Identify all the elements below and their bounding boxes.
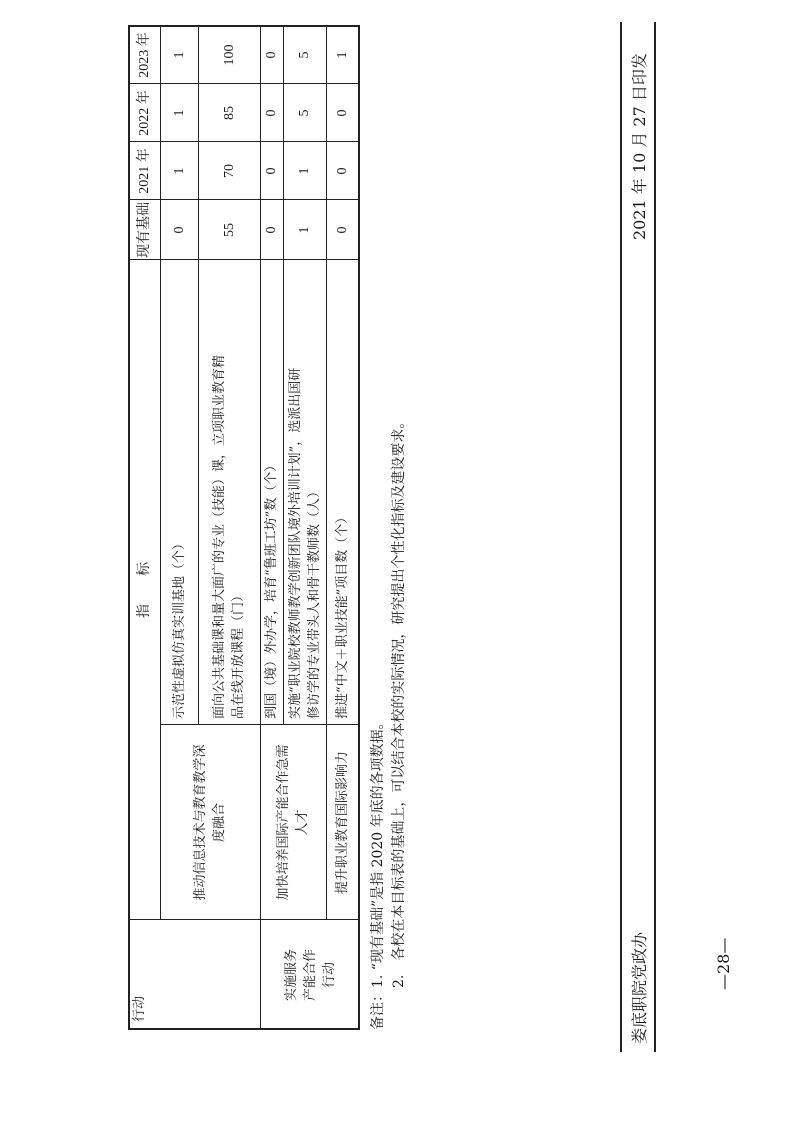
table-row-indicator: 到国（境）外办学，培育“鲁班工坊”数（个） — [264, 458, 279, 719]
table-notes — [368, 415, 410, 1030]
cell-baseline: 1 — [297, 226, 312, 234]
cell-2023: 1 — [171, 51, 187, 59]
subcategory-line: 人才 — [295, 809, 310, 836]
subcategory-influence: 提升职业教育国际影响力 — [334, 751, 350, 895]
group-label-action: 行动 — [132, 995, 147, 1022]
indicator-line: 修访学的专业带头人和骨干教师数（人） — [306, 484, 322, 719]
subcategory-line: 度融合 — [212, 803, 227, 843]
cell-2022: 0 — [334, 109, 350, 117]
subcategory-talent — [260, 725, 326, 920]
cell-baseline: 55 — [221, 223, 237, 237]
cell-2021: 70 — [221, 164, 237, 178]
cell-2021: 1 — [297, 167, 312, 175]
cell-baseline: 0 — [334, 226, 350, 234]
header-indicator: 指 标 — [135, 562, 152, 618]
group-label-line: 行动 — [321, 962, 337, 989]
cell-2023: 100 — [221, 44, 237, 66]
footer-rule-bottom — [654, 22, 656, 1052]
cell-2021: 1 — [171, 167, 187, 175]
cell-2023: 5 — [297, 51, 312, 59]
note-line-2: 2. 各校在本目标表的基础上，可以结合本校的实际情况，研究提出个性化指标及建设要求。 — [391, 414, 407, 988]
group-label-line: 产能合作 — [302, 949, 318, 1002]
group-label-line: 实施服务 — [283, 949, 299, 1002]
subcategory-info-tech — [160, 725, 260, 920]
cell-2022: 1 — [171, 109, 187, 117]
header-2023: 2023 年 — [136, 32, 152, 78]
cell-2021: 0 — [334, 167, 350, 175]
cell-baseline: 0 — [264, 226, 279, 234]
footer-date: 2021 年 10 月 27 日印发 — [630, 53, 649, 240]
table-row-indicator — [198, 260, 260, 725]
cell-2023: 0 — [264, 51, 279, 59]
header-2022: 2022 年 — [136, 90, 152, 136]
footer-rule-top — [620, 22, 622, 1052]
cell-2022: 0 — [264, 109, 279, 117]
table-row-indicator — [283, 260, 326, 725]
subcategory-line: 加快培养国际产能合作急需 — [276, 744, 291, 901]
subcategory-line: 推动信息技术与教育教学深 — [193, 744, 208, 901]
header-2021: 2021 年 — [136, 148, 152, 194]
page-number: —28— — [714, 937, 733, 990]
indicator-line: 品在线开放课程（门） — [231, 588, 246, 719]
group-label-capacity — [260, 920, 360, 1030]
indicator-line: 实施“职业院校教师教学创新团队境外培训计划”，选派出国研 — [287, 367, 303, 719]
indicator-table — [128, 25, 360, 1030]
indicator-line: 面向公共基础课和量大面广的专业（技能）课，立项职业教育精 — [212, 354, 227, 719]
cell-baseline: 0 — [171, 226, 187, 234]
header-baseline: 现有基础 — [135, 202, 152, 258]
table-row-indicator: 推进“中文＋职业技能”项目数（个） — [334, 510, 350, 719]
footer-issuer: 娄底职院党政办 — [630, 931, 649, 1044]
cell-2022: 5 — [297, 109, 312, 117]
cell-2023: 1 — [334, 51, 350, 59]
note-line-1: 备注：1. “现有基础”是指 2020 年底的各项数据。 — [370, 715, 386, 1030]
cell-2021: 0 — [264, 167, 279, 175]
cell-2022: 85 — [221, 106, 237, 120]
table-row-indicator: 示范性虚拟仿真实训基地（个） — [171, 536, 187, 719]
